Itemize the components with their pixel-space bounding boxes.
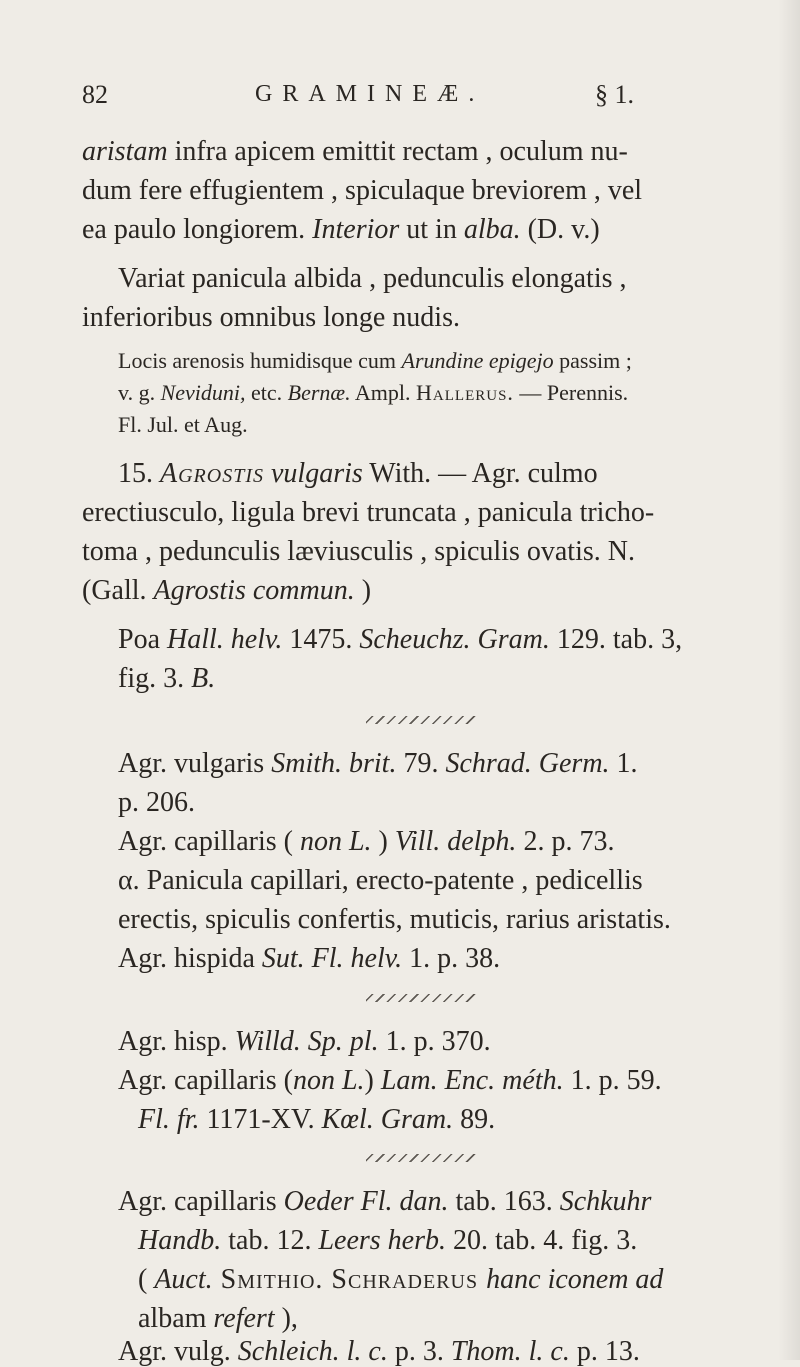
text-run: Handb. [138,1225,222,1256]
text-run: B. [191,663,216,694]
text-run: 1171-XV. [199,1104,322,1135]
text-line [82,577,371,605]
text-run: ) [371,826,395,857]
text-run: refert [213,1303,275,1334]
text-run: (Gall. [82,575,154,606]
text-run: ), [274,1303,298,1334]
text-run: Thom. l. c. [450,1336,570,1367]
page-edge-shadow [778,0,800,1360]
text-run: non L. [299,826,372,857]
text-run: albam [138,1303,214,1334]
text-run: Locis arenosis humidisque cum [118,348,402,373]
text-run: 1. p. 59. [563,1065,662,1096]
text-run: Agr. capillaris ( [118,1065,293,1096]
text-run: ) [364,1065,381,1096]
text-run: 1. p. 370. [378,1026,491,1057]
text-line [118,382,628,404]
text-run: 2. p. 73. [516,826,615,857]
text-run: Agr. capillaris [118,1186,284,1217]
text-line [82,138,628,166]
text-run: infra apicem emittit rectam , oculum nu- [167,136,628,167]
text-run: Smith. brit. [271,748,397,779]
text-run: Agr. hispida [118,943,262,974]
text-line [118,665,215,693]
text-line [138,1266,663,1294]
text-line: α. Panicula capillari, erecto-patente , pedicellis [118,865,643,896]
text-run: Sut. Fl. helv. [261,943,403,974]
page-number: 82 [82,80,108,109]
text-run: p. 3. [387,1336,451,1367]
text-line [82,216,600,244]
text-line [118,1028,491,1056]
text-run: Hall. helv. [167,624,283,655]
text-run: 129. tab. 3, [549,624,683,655]
text-run: Agr. capillaris ( [118,826,300,857]
text-run: ea paulo longiorem. [82,214,313,245]
text-run: non L. [292,1065,365,1096]
text-run: Hallerus. [416,380,514,405]
text-run: ) [354,575,372,606]
text-line [118,1338,640,1366]
text-line [118,626,682,654]
text-run: Bernæ. [287,380,351,405]
text-run: fig. 3. [118,663,192,694]
text-run: Scheuchz. Gram. [359,624,550,655]
text-run: Agr. vulgaris [118,748,272,779]
header-section: § 1. [595,80,634,109]
text-run: 79. [396,748,446,779]
species-heading [118,460,598,488]
text-run: Auct. [154,1264,213,1295]
text-run: Schraderus [323,1264,487,1295]
text-run: hanc iconem ad [486,1264,664,1295]
species-number: 15. [118,458,160,489]
text-run: tab. 163. [448,1186,560,1217]
text-run: p. 13. [569,1336,640,1367]
header-title: GRAMINEÆ. [255,81,485,107]
text-line: dum fere effugientem , spiculaque breviorem , vel [82,175,643,206]
ornamental-separator [366,994,476,1002]
text-run: 1475. [282,624,360,655]
text-run: Agrostis commun. [153,575,355,606]
text-line: erectis, spiculis confertis, muticis, rarius aristatis. [118,904,671,935]
text-run: With. — Agr. culmo [362,458,598,489]
text-run: Fl. fr. [138,1104,200,1135]
text-line: inferioribus omnibus longe nudis. [82,302,460,333]
ornamental-separator [366,716,476,724]
text-run: Ampl. [350,380,417,405]
text-run: 89. [453,1104,496,1135]
text-run: Willd. Sp. pl. [234,1026,379,1057]
text-run: Interior [312,214,400,245]
text-run: Lam. Enc. méth. [380,1065,564,1096]
genus-name: Agrostis [160,458,264,489]
text-run: ut in [399,214,464,245]
ornamental-separator [366,1154,476,1162]
text-run: (D. v.) [520,214,600,245]
text-run: ( [138,1264,155,1295]
text-line [118,350,632,372]
text-run: — Perennis. [513,380,629,405]
text-run: 1. [609,748,638,779]
text-line [118,828,614,856]
text-line [118,945,500,973]
text-line [138,1305,298,1333]
text-line [138,1227,637,1255]
text-run: Arundine epigejo [401,348,554,373]
text-run: 1. p. 38. [402,943,501,974]
text-run: aristam [82,136,168,167]
text-run: Schleich. l. c. [237,1336,388,1367]
text-run: tab. 12. [221,1225,319,1256]
text-line: erectiusculo, ligula brevi truncata , panicula tricho- [82,497,655,528]
text-run: v. g. [118,380,161,405]
text-line [138,1106,495,1134]
text-run: Agr. vulg. [118,1336,238,1367]
text-line [118,1067,662,1095]
text-line [118,750,638,778]
text-line [118,1188,651,1216]
text-run: Neviduni, [160,380,246,405]
text-line: Variat panicula albida , pedunculis elongatis , [118,263,627,294]
text-run: Vill. delph. [394,826,517,857]
text-line: toma , pedunculis læviusculis , spiculis ovatis. N. [82,536,635,567]
text-run: Smithio. [212,1264,324,1295]
text-run: Poa [118,624,167,655]
text-run: 20. tab. 4. fig. 3. [446,1225,638,1256]
text-run: etc. [245,380,288,405]
species-epithet: vulgaris [264,458,363,489]
text-run: Leers herb. [318,1225,446,1256]
text-run: alba. [463,214,521,245]
text-run: Schrad. Germ. [445,748,610,779]
text-run: Oeder Fl. dan. [283,1186,449,1217]
text-line: p. 206. [118,787,195,818]
text-run: Kœl. Gram. [321,1104,454,1135]
text-run: Schkuhr [559,1186,652,1217]
text-run: passim ; [553,348,632,373]
text-run: Agr. hisp. [118,1026,235,1057]
text-line: Fl. Jul. et Aug. [118,412,248,437]
